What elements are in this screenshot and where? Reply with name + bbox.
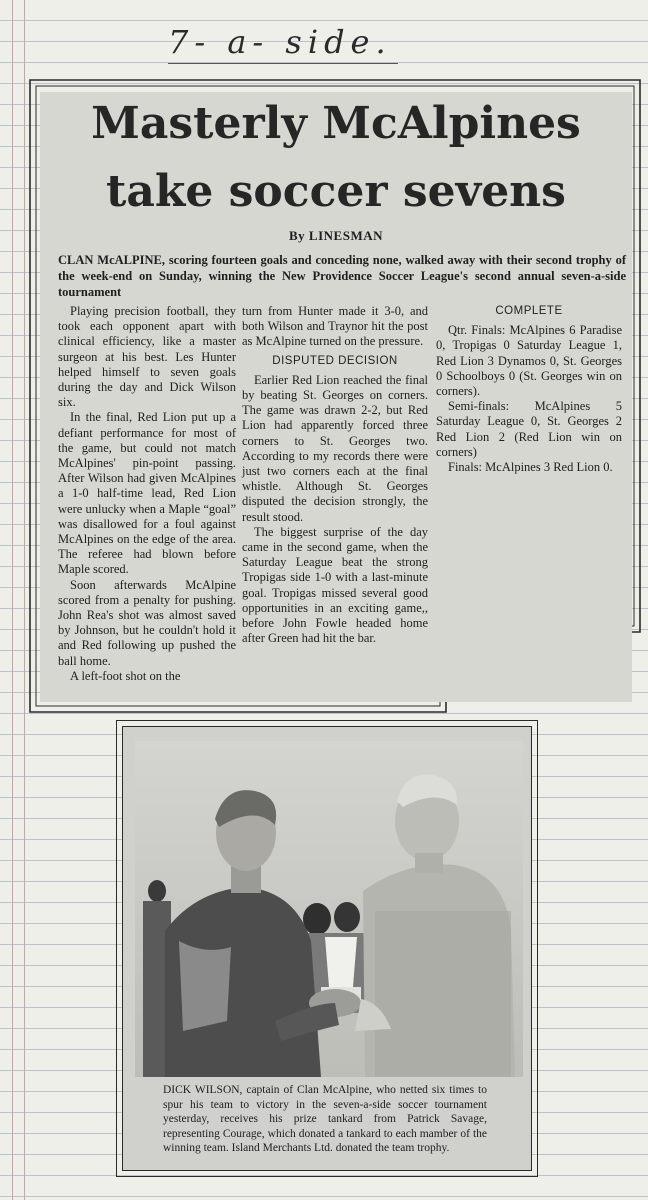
- results-quarter-finals: Qtr. Finals: McAlpines 6 Paradise 0, Tropigas 0 Saturday League 1, Red Lion 3 Dynamos 0, St. Georges 0 Schoolboys 0 (St. Georges win on corners).: [436, 323, 622, 399]
- byline: By LINESMAN: [289, 228, 383, 243]
- column-3: [436, 300, 622, 475]
- col2-paragraph: The biggest surprise of the day came in the second game, when the Saturday League beat the strong Tropigas side 1-0 with a last-minute goal. Tropigas missed several good opportunities in an exciting game,, before John Fowle headed home after Green had hit the bar.: [242, 524, 428, 646]
- col1-paragraph: In the final, Red Lion put up a defiant performance for most of the game, but could not match McAlpines' pin-point passing. After Wilson had given McAlpines a 1-0 half-time lead, Red Lion were unlucky when a Maple “goal” was disallowed for a foul against McAlpines on the edge of the area. The referee had blown before Maple scored.: [58, 410, 236, 577]
- subheading-complete: COMPLETE: [495, 305, 563, 317]
- col2-paragraph: Earlier Red Lion reached the final by beating St. Georges on corners. The game was drawn 2-2, but Red Lion had apparently forced three corners to St. Georges two. According to my records there were just two corners each at the final whistle. Although St. Georges disputed the decision strongly, the result stood.: [242, 372, 428, 524]
- newspaper-clipping: [40, 92, 632, 702]
- lead-paragraph: CLAN McALPINE, scoring fourteen goals and conceding none, walked away with their second trophy of the week-end on Sunday, winning the New Providence Soccer League's second annual seven-a-side tournament: [58, 253, 626, 299]
- column-2: [242, 304, 428, 646]
- col1-paragraph: A left-foot shot on the: [70, 668, 181, 683]
- photo-caption: DICK WILSON, captain of Clan McAlpine, who netted six times to spur his team to victory in the seven-a-side soccer tournament yesterday, receives his prize tankard from Patrick Savage, representing Courage, which donated a tankard to each mamber of the winning team. Island Merchants Ltd. donated the team trophy.: [163, 1084, 487, 1154]
- trophy-presentation-photo: [135, 741, 523, 1077]
- col1-paragraph: Soon afterwards McAlpine scored from a penalty for pushing. John Rea's shot was almost saved by Johnson, but he couldn't hold it and Red following up pushed the ball home.: [58, 577, 236, 668]
- col1-paragraph: Playing precision football, they took each opponent apart with clinical efficiency, like a master surgeon at his best. Les Hunter helped himself to seven goals during the day and Dick Wilson six.: [58, 304, 236, 410]
- photo-clipping: [116, 720, 538, 1177]
- column-1: [58, 304, 236, 684]
- headline-line-1: Masterly McAlpines: [91, 98, 581, 149]
- results-semi-finals: Semi-finals: McAlpines 5 Saturday League 0, St. Georges 2 Red Lion 2 (Red Lion win on corners): [436, 399, 622, 459]
- photo-clipping-inner: [122, 726, 532, 1171]
- handwritten-title: 7- a- side.: [168, 23, 392, 61]
- headline-line-2: take soccer sevens: [106, 166, 566, 217]
- results-final: Finals: McAlpines 3 Red Lion 0.: [448, 460, 613, 475]
- col2-intro: turn from Hunter made it 3-0, and both Wilson and Traynor hit the post as McAlpine turned on the pressure.: [242, 304, 428, 349]
- subheading-disputed-decision: DISPUTED DECISION: [272, 354, 398, 367]
